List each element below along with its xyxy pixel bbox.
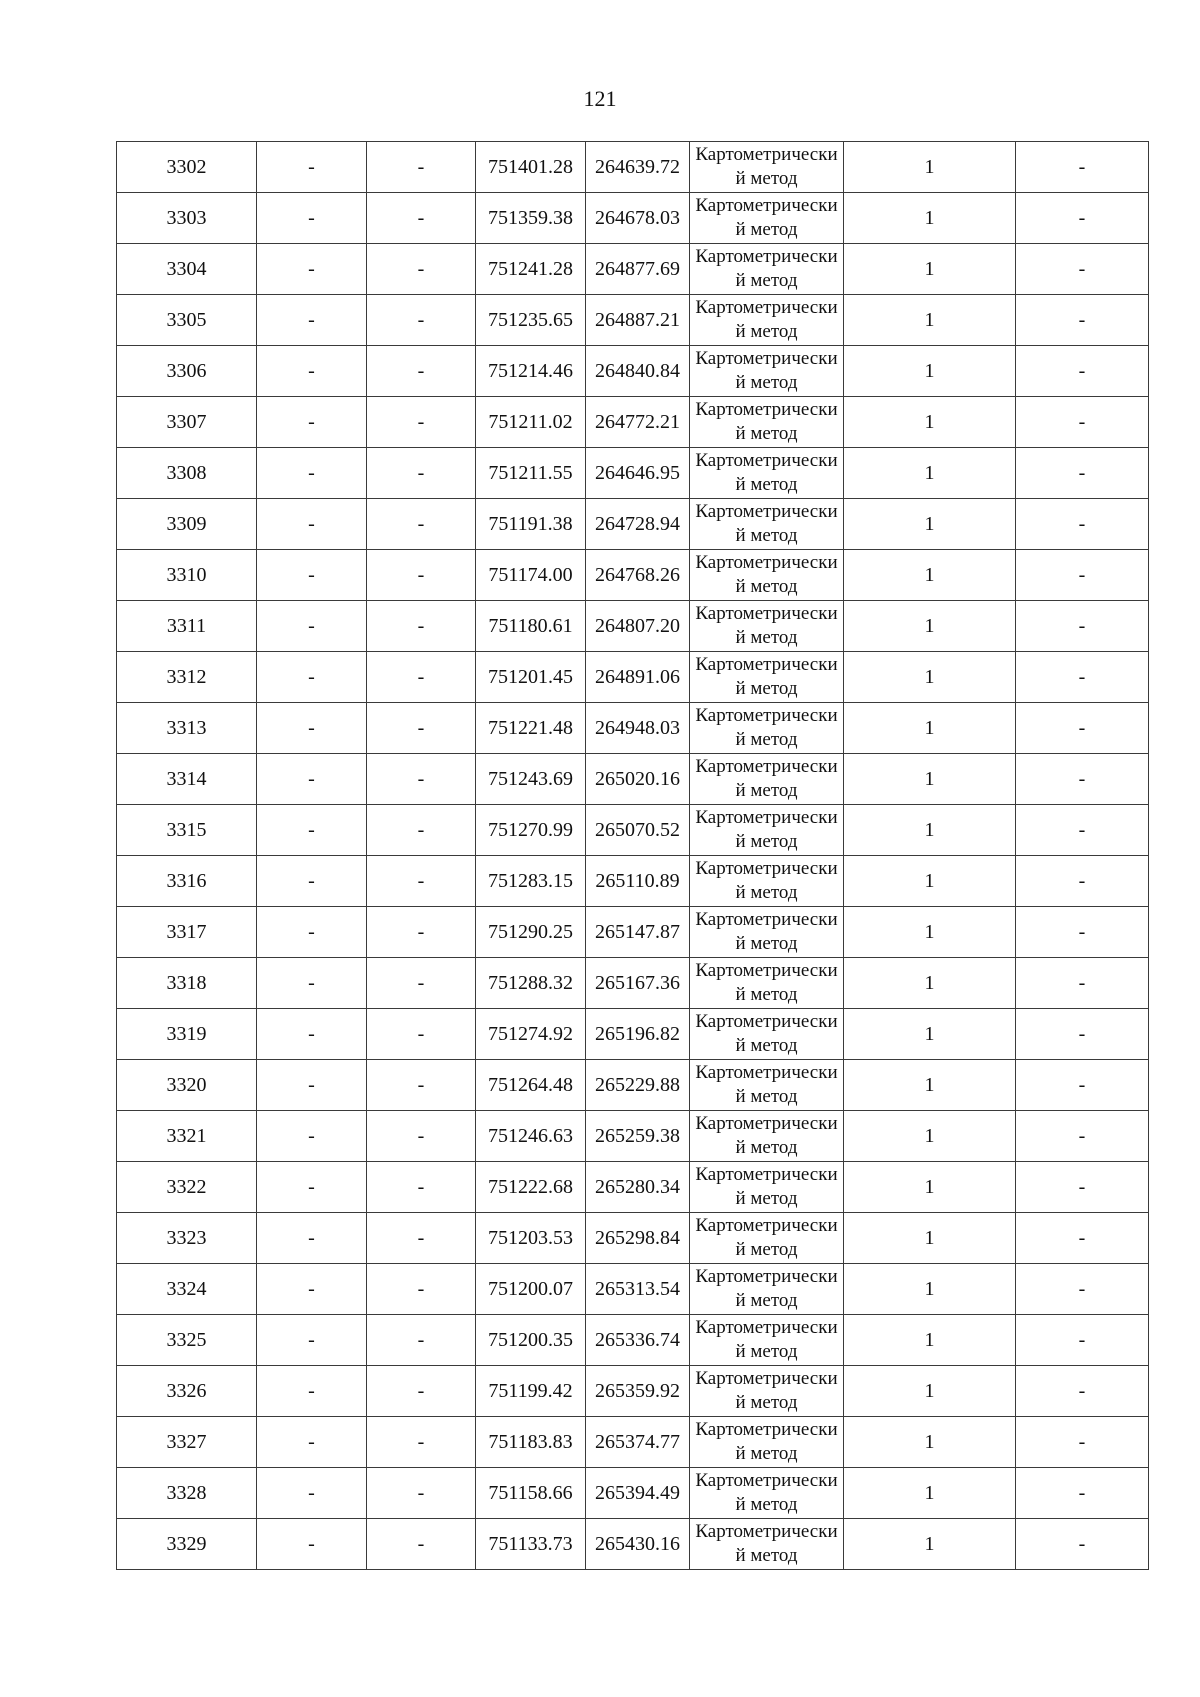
empty-column-2-cell: - — [257, 1009, 367, 1060]
method-cell: Картометрический метод — [690, 1162, 844, 1213]
table-row — [117, 754, 1149, 805]
method-cell: Картометрический метод — [690, 346, 844, 397]
empty-column-2-cell: - — [257, 1060, 367, 1111]
note-cell: - — [1016, 193, 1149, 244]
table-row — [117, 1264, 1149, 1315]
precision-cell: 1 — [844, 1111, 1016, 1162]
note-cell: - — [1016, 295, 1149, 346]
y-coordinate-cell: 264807.20 — [586, 601, 690, 652]
y-coordinate-cell: 264840.84 — [586, 346, 690, 397]
y-coordinate-cell: 265394.49 — [586, 1468, 690, 1519]
method-cell: Картометрический метод — [690, 499, 844, 550]
empty-column-2-cell: - — [257, 499, 367, 550]
precision-cell: 1 — [844, 1213, 1016, 1264]
method-cell: Картометрический метод — [690, 652, 844, 703]
precision-cell: 1 — [844, 1468, 1016, 1519]
x-coordinate-cell: 751200.35 — [476, 1315, 586, 1366]
note-cell: - — [1016, 805, 1149, 856]
table-row — [117, 1060, 1149, 1111]
point-number-cell: 3307 — [117, 397, 257, 448]
x-coordinate-cell: 751174.00 — [476, 550, 586, 601]
table-row — [117, 703, 1149, 754]
y-coordinate-cell: 265359.92 — [586, 1366, 690, 1417]
note-cell: - — [1016, 1213, 1149, 1264]
empty-column-3-cell: - — [367, 652, 476, 703]
point-number-cell: 3323 — [117, 1213, 257, 1264]
y-coordinate-cell: 265147.87 — [586, 907, 690, 958]
point-number-cell: 3321 — [117, 1111, 257, 1162]
method-cell: Картометрический метод — [690, 1315, 844, 1366]
empty-column-2-cell: - — [257, 550, 367, 601]
precision-cell: 1 — [844, 703, 1016, 754]
precision-cell: 1 — [844, 1264, 1016, 1315]
empty-column-2-cell: - — [257, 193, 367, 244]
method-cell: Картометрический метод — [690, 295, 844, 346]
x-coordinate-cell: 751401.28 — [476, 142, 586, 193]
empty-column-2-cell: - — [257, 703, 367, 754]
x-coordinate-cell: 751191.38 — [476, 499, 586, 550]
note-cell: - — [1016, 754, 1149, 805]
x-coordinate-cell: 751158.66 — [476, 1468, 586, 1519]
empty-column-3-cell: - — [367, 601, 476, 652]
method-cell: Картометрический метод — [690, 1213, 844, 1264]
y-coordinate-cell: 265430.16 — [586, 1519, 690, 1570]
table-row — [117, 295, 1149, 346]
empty-column-2-cell: - — [257, 856, 367, 907]
table-row — [117, 550, 1149, 601]
point-number-cell: 3329 — [117, 1519, 257, 1570]
x-coordinate-cell: 751203.53 — [476, 1213, 586, 1264]
empty-column-2-cell: - — [257, 244, 367, 295]
x-coordinate-cell: 751288.32 — [476, 958, 586, 1009]
empty-column-2-cell: - — [257, 805, 367, 856]
precision-cell: 1 — [844, 601, 1016, 652]
note-cell: - — [1016, 601, 1149, 652]
empty-column-2-cell: - — [257, 1417, 367, 1468]
point-number-cell: 3303 — [117, 193, 257, 244]
point-number-cell: 3326 — [117, 1366, 257, 1417]
x-coordinate-cell: 751211.55 — [476, 448, 586, 499]
y-coordinate-cell: 265298.84 — [586, 1213, 690, 1264]
note-cell: - — [1016, 499, 1149, 550]
point-number-cell: 3318 — [117, 958, 257, 1009]
precision-cell: 1 — [844, 346, 1016, 397]
y-coordinate-cell: 264877.69 — [586, 244, 690, 295]
x-coordinate-cell: 751283.15 — [476, 856, 586, 907]
precision-cell: 1 — [844, 193, 1016, 244]
empty-column-3-cell: - — [367, 907, 476, 958]
coordinates-table — [116, 141, 1149, 1570]
empty-column-3-cell: - — [367, 1315, 476, 1366]
empty-column-2-cell: - — [257, 1315, 367, 1366]
precision-cell: 1 — [844, 1162, 1016, 1213]
empty-column-3-cell: - — [367, 1162, 476, 1213]
precision-cell: 1 — [844, 1060, 1016, 1111]
empty-column-3-cell: - — [367, 142, 476, 193]
y-coordinate-cell: 265167.36 — [586, 958, 690, 1009]
precision-cell: 1 — [844, 805, 1016, 856]
empty-column-3-cell: - — [367, 1417, 476, 1468]
method-cell: Картометрический метод — [690, 1468, 844, 1519]
y-coordinate-cell: 264948.03 — [586, 703, 690, 754]
y-coordinate-cell: 265259.38 — [586, 1111, 690, 1162]
precision-cell: 1 — [844, 754, 1016, 805]
precision-cell: 1 — [844, 397, 1016, 448]
precision-cell: 1 — [844, 499, 1016, 550]
point-number-cell: 3305 — [117, 295, 257, 346]
table-row — [117, 1315, 1149, 1366]
y-coordinate-cell: 265280.34 — [586, 1162, 690, 1213]
table-row — [117, 346, 1149, 397]
table-row — [117, 958, 1149, 1009]
empty-column-2-cell: - — [257, 601, 367, 652]
point-number-cell: 3308 — [117, 448, 257, 499]
x-coordinate-cell: 751214.46 — [476, 346, 586, 397]
method-cell: Картометрический метод — [690, 805, 844, 856]
x-coordinate-cell: 751359.38 — [476, 193, 586, 244]
note-cell: - — [1016, 1111, 1149, 1162]
empty-column-3-cell: - — [367, 550, 476, 601]
table-row — [117, 856, 1149, 907]
point-number-cell: 3306 — [117, 346, 257, 397]
x-coordinate-cell: 751183.83 — [476, 1417, 586, 1468]
table-row — [117, 448, 1149, 499]
method-cell: Картометрический метод — [690, 754, 844, 805]
y-coordinate-cell: 264768.26 — [586, 550, 690, 601]
note-cell: - — [1016, 244, 1149, 295]
empty-column-3-cell: - — [367, 1264, 476, 1315]
y-coordinate-cell: 264646.95 — [586, 448, 690, 499]
method-cell: Картометрический метод — [690, 1060, 844, 1111]
y-coordinate-cell: 264639.72 — [586, 142, 690, 193]
empty-column-3-cell: - — [367, 1519, 476, 1570]
empty-column-2-cell: - — [257, 1111, 367, 1162]
empty-column-3-cell: - — [367, 1468, 476, 1519]
method-cell: Картометрический метод — [690, 550, 844, 601]
y-coordinate-cell: 264678.03 — [586, 193, 690, 244]
y-coordinate-cell: 265336.74 — [586, 1315, 690, 1366]
empty-column-3-cell: - — [367, 1009, 476, 1060]
x-coordinate-cell: 751199.42 — [476, 1366, 586, 1417]
empty-column-2-cell: - — [257, 1519, 367, 1570]
method-cell: Картометрический метод — [690, 244, 844, 295]
empty-column-3-cell: - — [367, 754, 476, 805]
x-coordinate-cell: 751133.73 — [476, 1519, 586, 1570]
empty-column-2-cell: - — [257, 1366, 367, 1417]
table-row — [117, 1213, 1149, 1264]
point-number-cell: 3314 — [117, 754, 257, 805]
table-row — [117, 652, 1149, 703]
table-body — [117, 142, 1149, 1570]
point-number-cell: 3322 — [117, 1162, 257, 1213]
x-coordinate-cell: 751201.45 — [476, 652, 586, 703]
y-coordinate-cell: 265020.16 — [586, 754, 690, 805]
y-coordinate-cell: 265196.82 — [586, 1009, 690, 1060]
precision-cell: 1 — [844, 652, 1016, 703]
point-number-cell: 3325 — [117, 1315, 257, 1366]
point-number-cell: 3302 — [117, 142, 257, 193]
method-cell: Картометрический метод — [690, 193, 844, 244]
point-number-cell: 3327 — [117, 1417, 257, 1468]
empty-column-3-cell: - — [367, 856, 476, 907]
point-number-cell: 3304 — [117, 244, 257, 295]
method-cell: Картометрический метод — [690, 397, 844, 448]
point-number-cell: 3311 — [117, 601, 257, 652]
precision-cell: 1 — [844, 1009, 1016, 1060]
table-row — [117, 1417, 1149, 1468]
method-cell: Картометрический метод — [690, 601, 844, 652]
empty-column-2-cell: - — [257, 1468, 367, 1519]
method-cell: Картометрический метод — [690, 1111, 844, 1162]
note-cell: - — [1016, 142, 1149, 193]
empty-column-3-cell: - — [367, 448, 476, 499]
x-coordinate-cell: 751264.48 — [476, 1060, 586, 1111]
method-cell: Картометрический метод — [690, 703, 844, 754]
method-cell: Картометрический метод — [690, 1366, 844, 1417]
method-cell: Картометрический метод — [690, 958, 844, 1009]
empty-column-3-cell: - — [367, 193, 476, 244]
y-coordinate-cell: 264887.21 — [586, 295, 690, 346]
precision-cell: 1 — [844, 1366, 1016, 1417]
note-cell: - — [1016, 1468, 1149, 1519]
precision-cell: 1 — [844, 142, 1016, 193]
x-coordinate-cell: 751274.92 — [476, 1009, 586, 1060]
point-number-cell: 3309 — [117, 499, 257, 550]
point-number-cell: 3316 — [117, 856, 257, 907]
method-cell: Картометрический метод — [690, 1009, 844, 1060]
empty-column-3-cell: - — [367, 1366, 476, 1417]
empty-column-2-cell: - — [257, 448, 367, 499]
note-cell: - — [1016, 550, 1149, 601]
empty-column-3-cell: - — [367, 346, 476, 397]
empty-column-3-cell: - — [367, 958, 476, 1009]
empty-column-2-cell: - — [257, 958, 367, 1009]
x-coordinate-cell: 751241.28 — [476, 244, 586, 295]
y-coordinate-cell: 265374.77 — [586, 1417, 690, 1468]
table-row — [117, 193, 1149, 244]
empty-column-3-cell: - — [367, 703, 476, 754]
x-coordinate-cell: 751270.99 — [476, 805, 586, 856]
method-cell: Картометрический метод — [690, 1519, 844, 1570]
empty-column-3-cell: - — [367, 1213, 476, 1264]
empty-column-3-cell: - — [367, 397, 476, 448]
y-coordinate-cell: 264728.94 — [586, 499, 690, 550]
point-number-cell: 3310 — [117, 550, 257, 601]
x-coordinate-cell: 751180.61 — [476, 601, 586, 652]
note-cell: - — [1016, 907, 1149, 958]
empty-column-3-cell: - — [367, 805, 476, 856]
table-row — [117, 1366, 1149, 1417]
y-coordinate-cell: 264772.21 — [586, 397, 690, 448]
precision-cell: 1 — [844, 856, 1016, 907]
precision-cell: 1 — [844, 1417, 1016, 1468]
method-cell: Картометрический метод — [690, 448, 844, 499]
point-number-cell: 3312 — [117, 652, 257, 703]
empty-column-3-cell: - — [367, 1111, 476, 1162]
table-row — [117, 1111, 1149, 1162]
method-cell: Картометрический метод — [690, 1417, 844, 1468]
table-row — [117, 142, 1149, 193]
point-number-cell: 3315 — [117, 805, 257, 856]
note-cell: - — [1016, 1162, 1149, 1213]
note-cell: - — [1016, 1264, 1149, 1315]
note-cell: - — [1016, 346, 1149, 397]
precision-cell: 1 — [844, 295, 1016, 346]
note-cell: - — [1016, 1060, 1149, 1111]
point-number-cell: 3313 — [117, 703, 257, 754]
table-row — [117, 1468, 1149, 1519]
empty-column-3-cell: - — [367, 499, 476, 550]
table-row — [117, 907, 1149, 958]
table-row — [117, 601, 1149, 652]
precision-cell: 1 — [844, 550, 1016, 601]
precision-cell: 1 — [844, 907, 1016, 958]
empty-column-2-cell: - — [257, 397, 367, 448]
page-number: 121 — [583, 86, 617, 111]
empty-column-2-cell: - — [257, 142, 367, 193]
precision-cell: 1 — [844, 958, 1016, 1009]
empty-column-2-cell: - — [257, 652, 367, 703]
note-cell: - — [1016, 448, 1149, 499]
method-cell: Картометрический метод — [690, 1264, 844, 1315]
empty-column-2-cell: - — [257, 1264, 367, 1315]
method-cell: Картометрический метод — [690, 142, 844, 193]
note-cell: - — [1016, 1519, 1149, 1570]
x-coordinate-cell: 751200.07 — [476, 1264, 586, 1315]
y-coordinate-cell: 264891.06 — [586, 652, 690, 703]
method-cell: Картометрический метод — [690, 856, 844, 907]
table-row — [117, 1519, 1149, 1570]
y-coordinate-cell: 265110.89 — [586, 856, 690, 907]
method-cell: Картометрический метод — [690, 907, 844, 958]
precision-cell: 1 — [844, 1315, 1016, 1366]
note-cell: - — [1016, 1009, 1149, 1060]
note-cell: - — [1016, 397, 1149, 448]
x-coordinate-cell: 751235.65 — [476, 295, 586, 346]
table-row — [117, 244, 1149, 295]
note-cell: - — [1016, 1417, 1149, 1468]
empty-column-2-cell: - — [257, 346, 367, 397]
x-coordinate-cell: 751246.63 — [476, 1111, 586, 1162]
precision-cell: 1 — [844, 448, 1016, 499]
precision-cell: 1 — [844, 1519, 1016, 1570]
x-coordinate-cell: 751222.68 — [476, 1162, 586, 1213]
table-row — [117, 397, 1149, 448]
x-coordinate-cell: 751290.25 — [476, 907, 586, 958]
table-row — [117, 1162, 1149, 1213]
y-coordinate-cell: 265070.52 — [586, 805, 690, 856]
point-number-cell: 3317 — [117, 907, 257, 958]
point-number-cell: 3319 — [117, 1009, 257, 1060]
note-cell: - — [1016, 958, 1149, 1009]
note-cell: - — [1016, 652, 1149, 703]
note-cell: - — [1016, 1315, 1149, 1366]
x-coordinate-cell: 751243.69 — [476, 754, 586, 805]
y-coordinate-cell: 265313.54 — [586, 1264, 690, 1315]
note-cell: - — [1016, 703, 1149, 754]
precision-cell: 1 — [844, 244, 1016, 295]
point-number-cell: 3328 — [117, 1468, 257, 1519]
note-cell: - — [1016, 1366, 1149, 1417]
empty-column-3-cell: - — [367, 1060, 476, 1111]
empty-column-3-cell: - — [367, 244, 476, 295]
empty-column-2-cell: - — [257, 754, 367, 805]
x-coordinate-cell: 751211.02 — [476, 397, 586, 448]
empty-column-2-cell: - — [257, 1213, 367, 1264]
note-cell: - — [1016, 856, 1149, 907]
empty-column-2-cell: - — [257, 1162, 367, 1213]
empty-column-3-cell: - — [367, 295, 476, 346]
empty-column-2-cell: - — [257, 295, 367, 346]
x-coordinate-cell: 751221.48 — [476, 703, 586, 754]
table-row — [117, 805, 1149, 856]
table-row — [117, 499, 1149, 550]
table-row — [117, 1009, 1149, 1060]
y-coordinate-cell: 265229.88 — [586, 1060, 690, 1111]
point-number-cell: 3324 — [117, 1264, 257, 1315]
empty-column-2-cell: - — [257, 907, 367, 958]
point-number-cell: 3320 — [117, 1060, 257, 1111]
